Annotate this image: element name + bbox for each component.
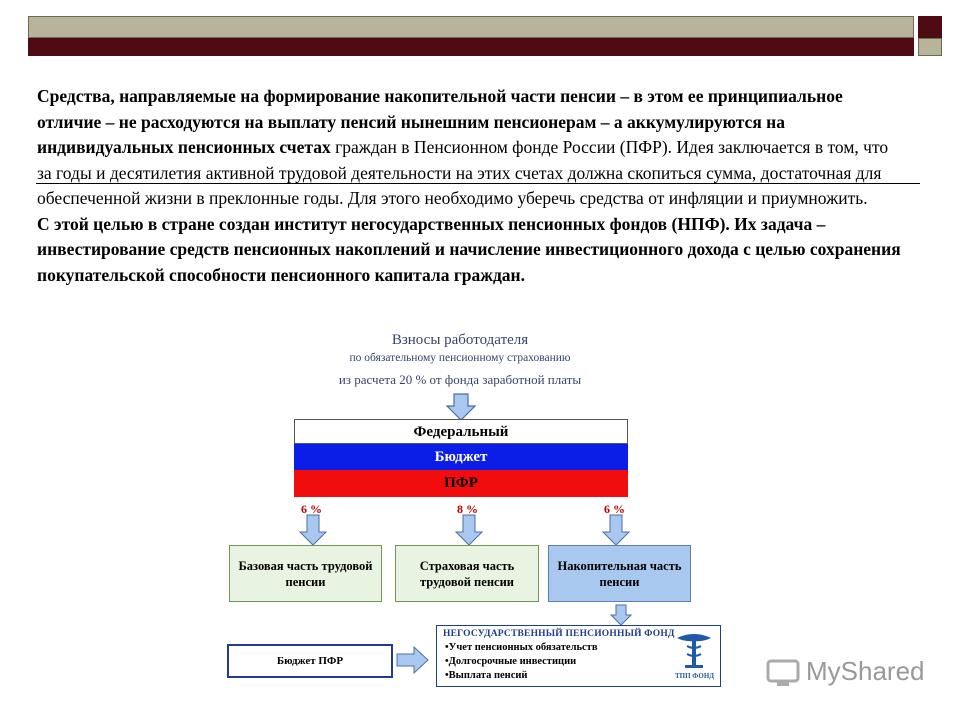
percent-basic: 6 % <box>301 502 322 516</box>
header-square-light <box>918 38 942 56</box>
text-block <box>37 84 903 288</box>
divider-line <box>36 183 920 184</box>
npf-item-3: •Выплата пенсий <box>445 670 528 681</box>
caption-line-3: из расчета 20 % от фонда заработной платы <box>338 372 582 387</box>
header-strip <box>28 38 914 56</box>
npf-item-2: •Долгосрочные инвестиции <box>445 656 577 667</box>
npf-item-1: •Учет пенсионных обязательств <box>445 642 598 653</box>
npf-box <box>436 625 721 687</box>
paragraph-1-normal: граждан в Пенсионном фонде России (ПФР). Идея заключается в том, что за годы и десятилетия активной трудовой деятельности на этих счетах должна скопиться сумма, достаточная для обеспеченной жизни в преклонные годы. Для этого необходимо уберечь средства от инфляции и приумножить. <box>37 137 889 208</box>
paragraph-2: С этой целью в стране создан институт негосударственных пенсионных фондов (НПФ). Их задача – инвестирование средств пенсионных накоплений и начисление инвестиционного дохода с целью сохранения покупательской способности пенсионного капитала граждан. <box>37 213 901 285</box>
flag-red-stripe: ПФР <box>294 470 628 497</box>
arrow-down-left-icon <box>298 514 328 546</box>
percent-insurance: 8 % <box>457 502 478 516</box>
npf-logo-icon <box>673 630 715 670</box>
arrow-down-middle-icon <box>454 514 484 546</box>
flag-blue-stripe: Бюджет <box>294 444 628 470</box>
caption-line-2: по обязательному пенсионному страхованию <box>349 352 571 364</box>
box-insurance-pension: Страховая часть трудовой пенсии <box>395 545 539 602</box>
header-bar <box>28 16 914 38</box>
budget-pfr-box: Бюджет ПФР <box>227 644 393 678</box>
box-basic-pension: Базовая часть трудовой пенсии <box>229 545 382 602</box>
percent-funded: 6 % <box>604 502 625 516</box>
myshared-logo-icon <box>766 657 802 689</box>
arrow-to-npf-icon <box>610 604 632 626</box>
arrow-right-icon <box>396 645 430 675</box>
box-funded-pension: Накопительная часть пенсии <box>548 545 691 602</box>
header-square-dark <box>918 16 942 38</box>
caption-line-1: Взносы работодателя <box>391 332 529 348</box>
paragraph-1 <box>37 84 903 212</box>
paragraph-1-bold: Средства, направляемые на формирование накопительной части пенсии – в этом ее принципиальное отличие – не расходуются на выплату пенсий нынешним пенсионерам – а аккумулируются на индивидуальных пенсионных счетах <box>37 86 843 157</box>
npf-logo-text: ТПП ФОНД <box>675 672 715 680</box>
arrow-down-right-icon <box>601 514 631 546</box>
arrow-down-icon <box>446 393 476 421</box>
flag-white-stripe: Федеральный <box>294 419 628 444</box>
watermark-text: MyShared <box>806 656 925 686</box>
npf-title: НЕГОСУДАРСТВЕННЫЙ ПЕНСИОННЫЙ ФОНД <box>443 629 675 639</box>
